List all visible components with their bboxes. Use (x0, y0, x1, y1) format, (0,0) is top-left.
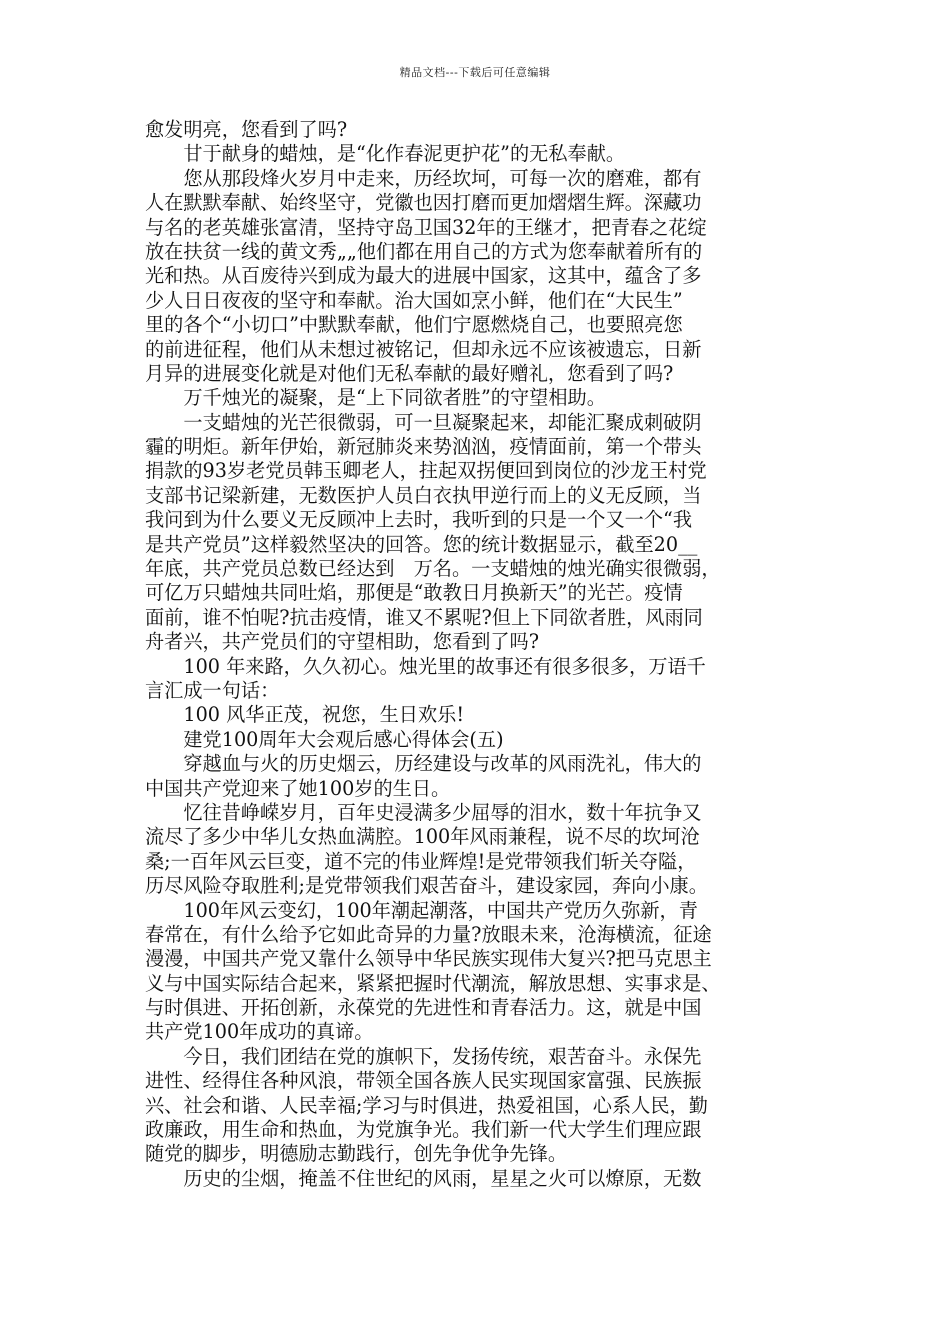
text-line: 霾的明炬。新年伊始，新冠肺炎来势汹汹，疫情面前，第一个带头 (145, 435, 702, 459)
text-line: 您从那段烽火岁月中走来，历经坎坷，可每一次的磨难，都有 (145, 166, 702, 190)
text-line: 建党100周年大会观后感心得体会(五) (145, 727, 504, 751)
text-line: 100 风华正茂，祝您，生日欢乐! (145, 703, 465, 727)
text-line: 支部书记梁新建，无数医护人员白衣执甲逆行而上的义无反顾，当 (145, 483, 702, 507)
text-line: 万千烛光的凝聚，是“上下同欲者胜”的守望相助。 (145, 386, 606, 410)
text-line: 历史的尘烟，掩盖不住世纪的风雨，星星之火可以燎原，无数 (145, 1166, 702, 1190)
text-line: 年底，共产党员总数已经达到 万名。一支蜡烛的烛光确实很微弱， (145, 557, 721, 581)
text-line: 100 年来路，久久初心。烛光里的故事还有很多很多，万语千 (145, 654, 706, 678)
text-line: 随党的脚步，明德励志勤践行，创先争优争先锋。 (145, 1142, 568, 1166)
text-line: 言汇成一句话： (145, 678, 280, 702)
text-line: 流尽了多少中华儿女热血满腔。100年风雨兼程，说不尽的坎坷沧 (145, 825, 700, 849)
text-line: 捐款的93岁老党员韩玉卿老人，拄起双拐便回到岗位的沙龙王村党 (145, 459, 707, 483)
text-line: 进性、经得住各种风浪，带领全国各族人民实现国家富强、民族振 (145, 1069, 702, 1093)
text-line: 里的各个“小切口”中默默奉献，他们宁愿燃烧自己，也要照亮您 (145, 313, 683, 337)
text-line: 与名的老英雄张富清，坚持守岛卫国32年的王继才，把青春之花绽 (145, 215, 707, 239)
text-line: 桑;一百年风云巨变，道不完的伟业辉煌!是党带领我们斩关夺隘， (145, 849, 697, 873)
text-line: 我问到为什么要义无反顾冲上去时，我听到的只是一个又一个“我 (145, 508, 693, 532)
page-header: 精品文档---下载后可任意编辑 (399, 66, 551, 79)
text-line: 一支蜡烛的光芒很微弱，可一旦凝聚起来，却能汇聚成刺破阴 (145, 410, 702, 434)
text-line: 光和热。从百废待兴到成为最大的进展中国家，这其中，蕴含了多 (145, 264, 702, 288)
text-line: 的前进征程，他们从未想过被铭记，但却永远不应该被遗忘，日新 (145, 337, 702, 361)
text-line: 愈发明亮，您看到了吗? (145, 118, 348, 141)
document-body (145, 118, 809, 1191)
text-line: 漫漫，中国共产党又靠什么领导中华民族实现伟大复兴?把马克思主 (145, 947, 712, 971)
text-line: 面前，谁不怕呢?抗击疫情，谁又不累呢?但上下同欲者胜，风雨同 (145, 605, 703, 629)
text-line: 少人日日夜夜的坚守和奉献。治大国如烹小鲜，他们在“大民生” (145, 288, 683, 312)
text-line: 人在默默奉献、始终坚守，党徽也因打磨而更加熠熠生辉。深藏功 (145, 191, 702, 215)
text-line: 共产党100年成功的真谛。 (145, 1020, 374, 1044)
text-line: 可亿万只蜡烛共同吐焰，那便是“敢教日月换新天”的光芒。疫情 (145, 581, 683, 605)
text-line: 兴、社会和谐、人民幸福;学习与时俱进，热爱祖国，心系人民，勤 (145, 1093, 708, 1117)
text-line: 忆往昔峥嵘岁月，百年史浸满多少屈辱的泪水，数十年抗争又 (145, 800, 702, 824)
text-line: 义与中国实际结合起来，紧紧把握时代潮流，解放思想、实事求是、 (145, 971, 721, 995)
text-line: 中国共产党迎来了她100岁的生日。 (145, 776, 451, 800)
text-line: 甘于献身的蜡烛，是“化作春泥更护花”的无私奉献。 (145, 142, 626, 166)
text-line: 春常在，有什么给予它如此奇异的力量?放眼未来，沧海横流，征途 (145, 922, 712, 946)
text-line: 月异的进展变化就是对他们无私奉献的最好赠礼，您看到了吗? (145, 361, 674, 385)
text-line: 舟者兴，共产党员们的守望相助，您看到了吗? (145, 630, 540, 654)
text-line: 历尽风险夺取胜利;是党带领我们艰苦奋斗，建设家园，奔向小康。 (145, 874, 708, 898)
text-line: 放在扶贫一线的黄文秀„„他们都在用自己的方式为您奉献着所有的 (145, 239, 703, 263)
text-line: 是共产党员”这样毅然坚决的回答。您的统计数据显示，截至20__ (145, 532, 698, 556)
text-line: 政廉政，用生命和热血，为党旗争光。我们新一代大学生们理应跟 (145, 1118, 702, 1142)
text-line: 今日，我们团结在党的旗帜下，发扬传统，艰苦奋斗。永保先 (145, 1044, 702, 1068)
text-line: 与时俱进、开拓创新，永葆党的先进性和青春活力。这，就是中国 (145, 996, 702, 1020)
text-line: 100年风云变幻，100年潮起潮落，中国共产党历久弥新，青 (145, 898, 698, 922)
text-line: 穿越血与火的历史烟云，历经建设与改革的风雨洗礼，伟大的 (145, 752, 702, 776)
